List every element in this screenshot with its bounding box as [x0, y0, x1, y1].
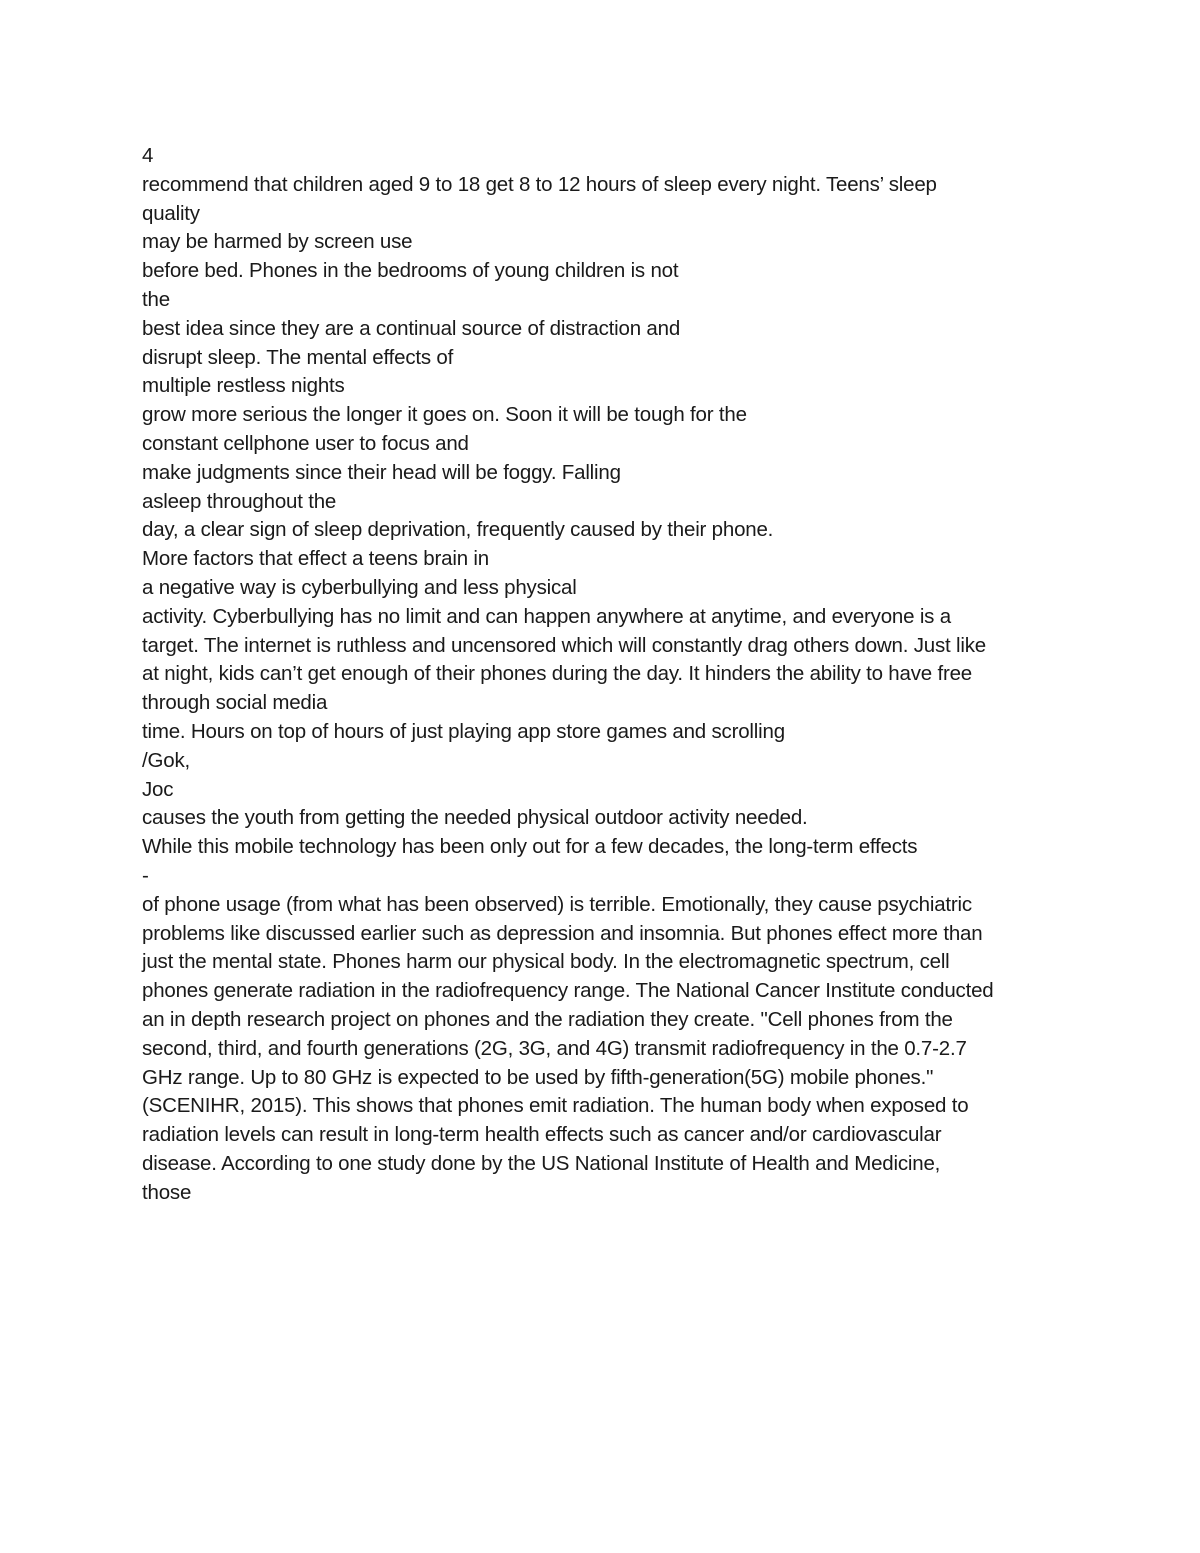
text-line: quality [142, 201, 200, 225]
text-line: Joc [142, 777, 174, 801]
text-line: grow more serious the longer it goes on. Soon it will be tough for the [142, 403, 747, 427]
text-line: disease. According to one study done by the US National Institute of Health and Medicine, [142, 1151, 941, 1175]
text-line: time. Hours on top of hours of just playing app store games and scrolling [142, 719, 785, 743]
text-line: an in depth research project on phones and the radiation they create. "Cell phones from the [142, 1007, 953, 1031]
text-line: those [142, 1180, 192, 1204]
text-line: day, a clear sign of sleep deprivation, frequently caused by their phone. [142, 518, 774, 542]
text-line: make judgments since their head will be foggy. Falling [142, 460, 621, 484]
text-line: activity. Cyberbullying has no limit and can happen anywhere at anytime, and everyone is a [142, 604, 951, 628]
text-line: - [142, 863, 149, 887]
text-line: target. The internet is ruthless and uncensored which will constantly drag others down. Just like [142, 633, 986, 657]
text-line: of phone usage (from what has been observed) is terrible. Emotionally, they cause psychiatric [142, 892, 972, 916]
page-number: 4 [142, 144, 154, 167]
text-line: radiation levels can result in long-term health effects such as cancer and/or cardiovascular [142, 1123, 942, 1147]
text-line: constant cellphone user to focus and [142, 431, 469, 455]
text-line: phones generate radiation in the radiofrequency range. The National Cancer Institute conducted [142, 979, 994, 1003]
text-line: More factors that effect a teens brain in [142, 547, 489, 571]
text-line: before bed. Phones in the bedrooms of young children is not [142, 259, 679, 283]
text-line: /Gok, [142, 748, 190, 772]
page-text-block [142, 142, 1092, 1207]
text-line: just the mental state. Phones harm our physical body. In the electromagnetic spectrum, cell [142, 950, 950, 974]
text-line: multiple restless nights [142, 374, 345, 398]
text-line: second, third, and fourth generations (2G, 3G, and 4G) transmit radiofrequency in the 0.7-2.7 [142, 1036, 967, 1060]
text-line: a negative way is cyberbullying and less physical [142, 575, 577, 599]
text-line: GHz range. Up to 80 GHz is expected to be used by fifth-generation(5G) mobile phones." [142, 1065, 934, 1089]
text-line: causes the youth from getting the needed physical outdoor activity needed. [142, 806, 808, 830]
text-line: through social media [142, 691, 328, 715]
text-line: the [142, 287, 170, 311]
text-line: disrupt sleep. The mental effects of [142, 345, 454, 369]
text-line: While this mobile technology has been only out for a few decades, the long-term effects [142, 835, 918, 859]
text-line: at night, kids can’t get enough of their phones during the day. It hinders the ability to have free [142, 662, 972, 686]
text-line: (SCENIHR, 2015). This shows that phones emit radiation. The human body when exposed to [142, 1094, 969, 1118]
text-line: may be harmed by screen use [142, 230, 413, 254]
text-line: best idea since they are a continual source of distraction and [142, 316, 681, 340]
text-line: recommend that children aged 9 to 18 get 8 to 12 hours of sleep every night. Teens’ sleep [142, 172, 937, 196]
text-line: asleep throughout the [142, 489, 337, 513]
text-line: problems like discussed earlier such as depression and insomnia. But phones effect more than [142, 921, 983, 945]
